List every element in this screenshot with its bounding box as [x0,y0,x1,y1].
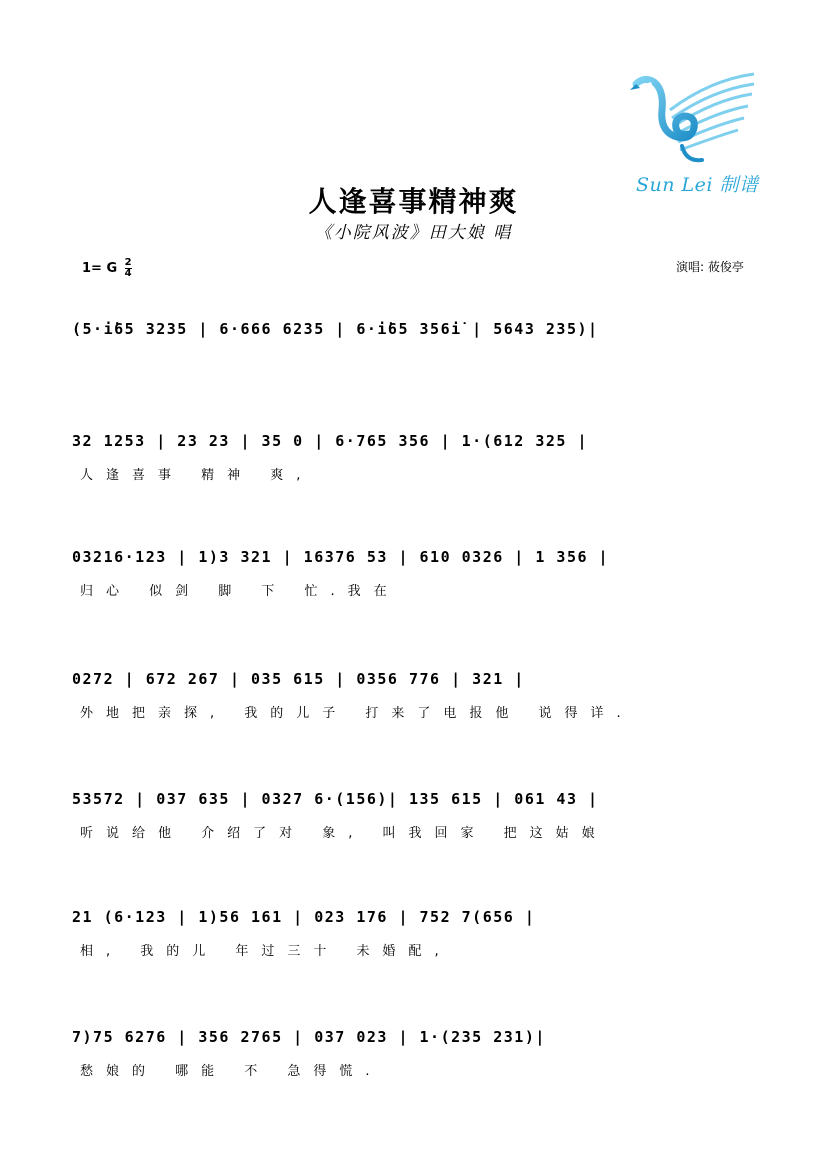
score-row [72,908,762,958]
notation-line: (5·i̇65 3235 | 6·666 6235 | 6·i̇65 356i̇ | 5643 235)| [72,320,599,338]
lyrics-line: 归心 似剑 脚 下 忙.我在 [80,584,400,599]
notation-line: 0272 | 672 267 | 035 615 | 0356 776 | 321 | [72,670,525,688]
lyrics-line: 愁娘的 哪能 不 急得慌. [80,1064,383,1079]
score-row [72,1028,762,1078]
notation-line: 53572 | 037 635 | 0327 6·(156)| 135 615 | 061 43 | [72,790,599,808]
lyrics-line: 听说给他 介绍了对 象, 叫我回家 把这姑娘 [80,826,608,841]
time-signature [125,258,132,279]
notation-line: 03216·123 | 1)3 321 | 16376 53 | 610 0326 | 1 356 | [72,548,610,566]
notation-line: 7)75 6276 | 356 2765 | 037 023 | 1·(235 231)| [72,1028,546,1046]
key-signature [82,258,132,279]
time-denominator: 4 [124,268,132,279]
key-label: 1= G [82,261,118,276]
singer-credit: 演唱: 莜俊亭 [676,260,744,274]
page-title: 人逢喜事精神爽 [308,185,519,218]
score-row [72,548,762,598]
score-row [72,670,762,720]
score-row [72,432,762,482]
time-numerator: 2 [124,257,132,268]
lyrics-line: 人逢喜事 精神 爽, [80,468,314,483]
notation-line: 32 1253 | 23 23 | 35 0 | 6·765 356 | 1·(612 325 | [72,432,589,450]
lyrics-line: 相, 我的儿 年过三十 未婚配, [80,944,452,959]
lyrics-line: 外地把亲探, 我的儿子 打来了电报他 说得详. [80,706,634,721]
score-row [72,790,762,840]
page-subtitle: 《小院风波》田大娘 唱 [314,223,513,243]
notation-line: 21 (6·123 | 1)56 161 | 023 176 | 752 7(656 | [72,908,536,926]
logo-text: Sun Lei 制谱 [636,174,759,196]
score-row [72,320,762,370]
